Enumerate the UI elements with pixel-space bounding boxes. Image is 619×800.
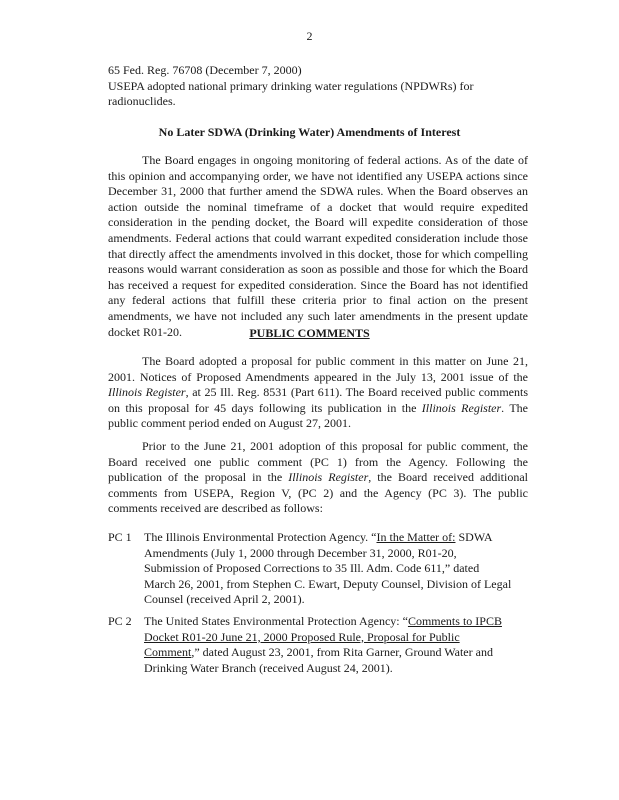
p2-text-a: Prior to the June 21, 2001 adoption of this proposal for public comment, the Board received one public comment (PC 1) from the Agency. Following the publication of the proposal in the [108,439,528,485]
pc1-text-a: The Illinois Environmental Protection Agency. “ [144,530,377,544]
public-comment-label: PC 2 [108,614,132,628]
pc1-title: In the Matter of: [376,530,456,544]
intro-block [108,63,508,110]
public-comments-paragraph-1-block [108,354,528,432]
p2-text-c: , the Board received additional comments from USEPA, Region V, (PC 2) and the Agency (PC 3). The public comments received are described as follows: [108,470,528,516]
public-comment-label: PC 1 [108,530,132,544]
pc2-text-a: The United States Environmental Protection Agency: “ [144,614,408,628]
federal-register-citation: 65 Fed. Reg. 76708 (December 7, 2000) [108,63,302,77]
public-comment-text [144,530,513,608]
illinois-register-ref: Illinois Register [421,400,502,415]
pc1-text-c: SDWA Amendments (July 1, 2000 through December 31, 2000, R01-20, Submission of Proposed Corrections to 35 Ill. Adm. Code 611,” dated March 26, 2001, from Stephen C. Ewart, Deputy Counsel, Division of Legal Counsel (received April 2, 2001). [144,530,512,607]
public-comments-paragraph-2-block [108,439,528,517]
page-number: 2 [306,29,313,43]
public-comments-heading: PUBLIC COMMENTS [249,326,370,340]
citation-description: USEPA adopted national primary drinking water regulations (NPDWRs) for radionuclides. [108,78,474,109]
pc2-title: Comments to IPCB Docket R01-20 June 21, 2000 Proposed Rule, Proposal for Public Comment [144,614,502,660]
later-amendments-section [108,153,528,340]
illinois-register-ref: Illinois Register [108,385,186,400]
p1-text-c: , at 25 Ill. Reg. 8531 (Part 611). The Board received public comments on this proposal for 45 days following its publication in the [108,385,528,415]
p1-text-a: The Board adopted a proposal for public comment in this matter on June 21, 2001. Notices of Proposed Amendments appeared in the July 13, 2001 issue of the [108,354,528,384]
public-comment-item [108,530,513,608]
p1-text-e: . The public comment period ended on August 27, 2001. [108,400,528,431]
illinois-register-ref: Illinois Register [288,470,369,485]
public-comment-item [108,614,513,676]
later-amendments-paragraph: The Board engages in ongoing monitoring of federal actions. As of the date of this opinion and accompanying order, we have not identified any USEPA actions since December 31, 2000 that further amend the SDWA rules. When the Board observes an action outside the nominal timeframe of a docket that would require expedited consideration in the pending docket, the Board will expedite consideration of those amendments. Federal actions that could warrant expedited consideration include those that directly affect the amendments involved in this docket, those for which compelling reasons would warrant consideration as soon as possible and those for which the Board has received a request for expedited consideration. Since the Board has not identified any federal actions that fulfill these criteria prior to final action on the present amendments, we have not included any such later amendments in the present update docket R01-20. [108,153,528,339]
public-comments-paragraph-2 [108,439,528,517]
public-comments-paragraph-1 [108,354,528,432]
pc2-text-c: ,” dated August 23, 2001, from Rita Garner, Ground Water and Drinking Water Branch (received August 24, 2001). [144,645,493,675]
public-comment-text [144,614,513,676]
later-amendments-heading: No Later SDWA (Drinking Water) Amendments of Interest [158,125,461,139]
